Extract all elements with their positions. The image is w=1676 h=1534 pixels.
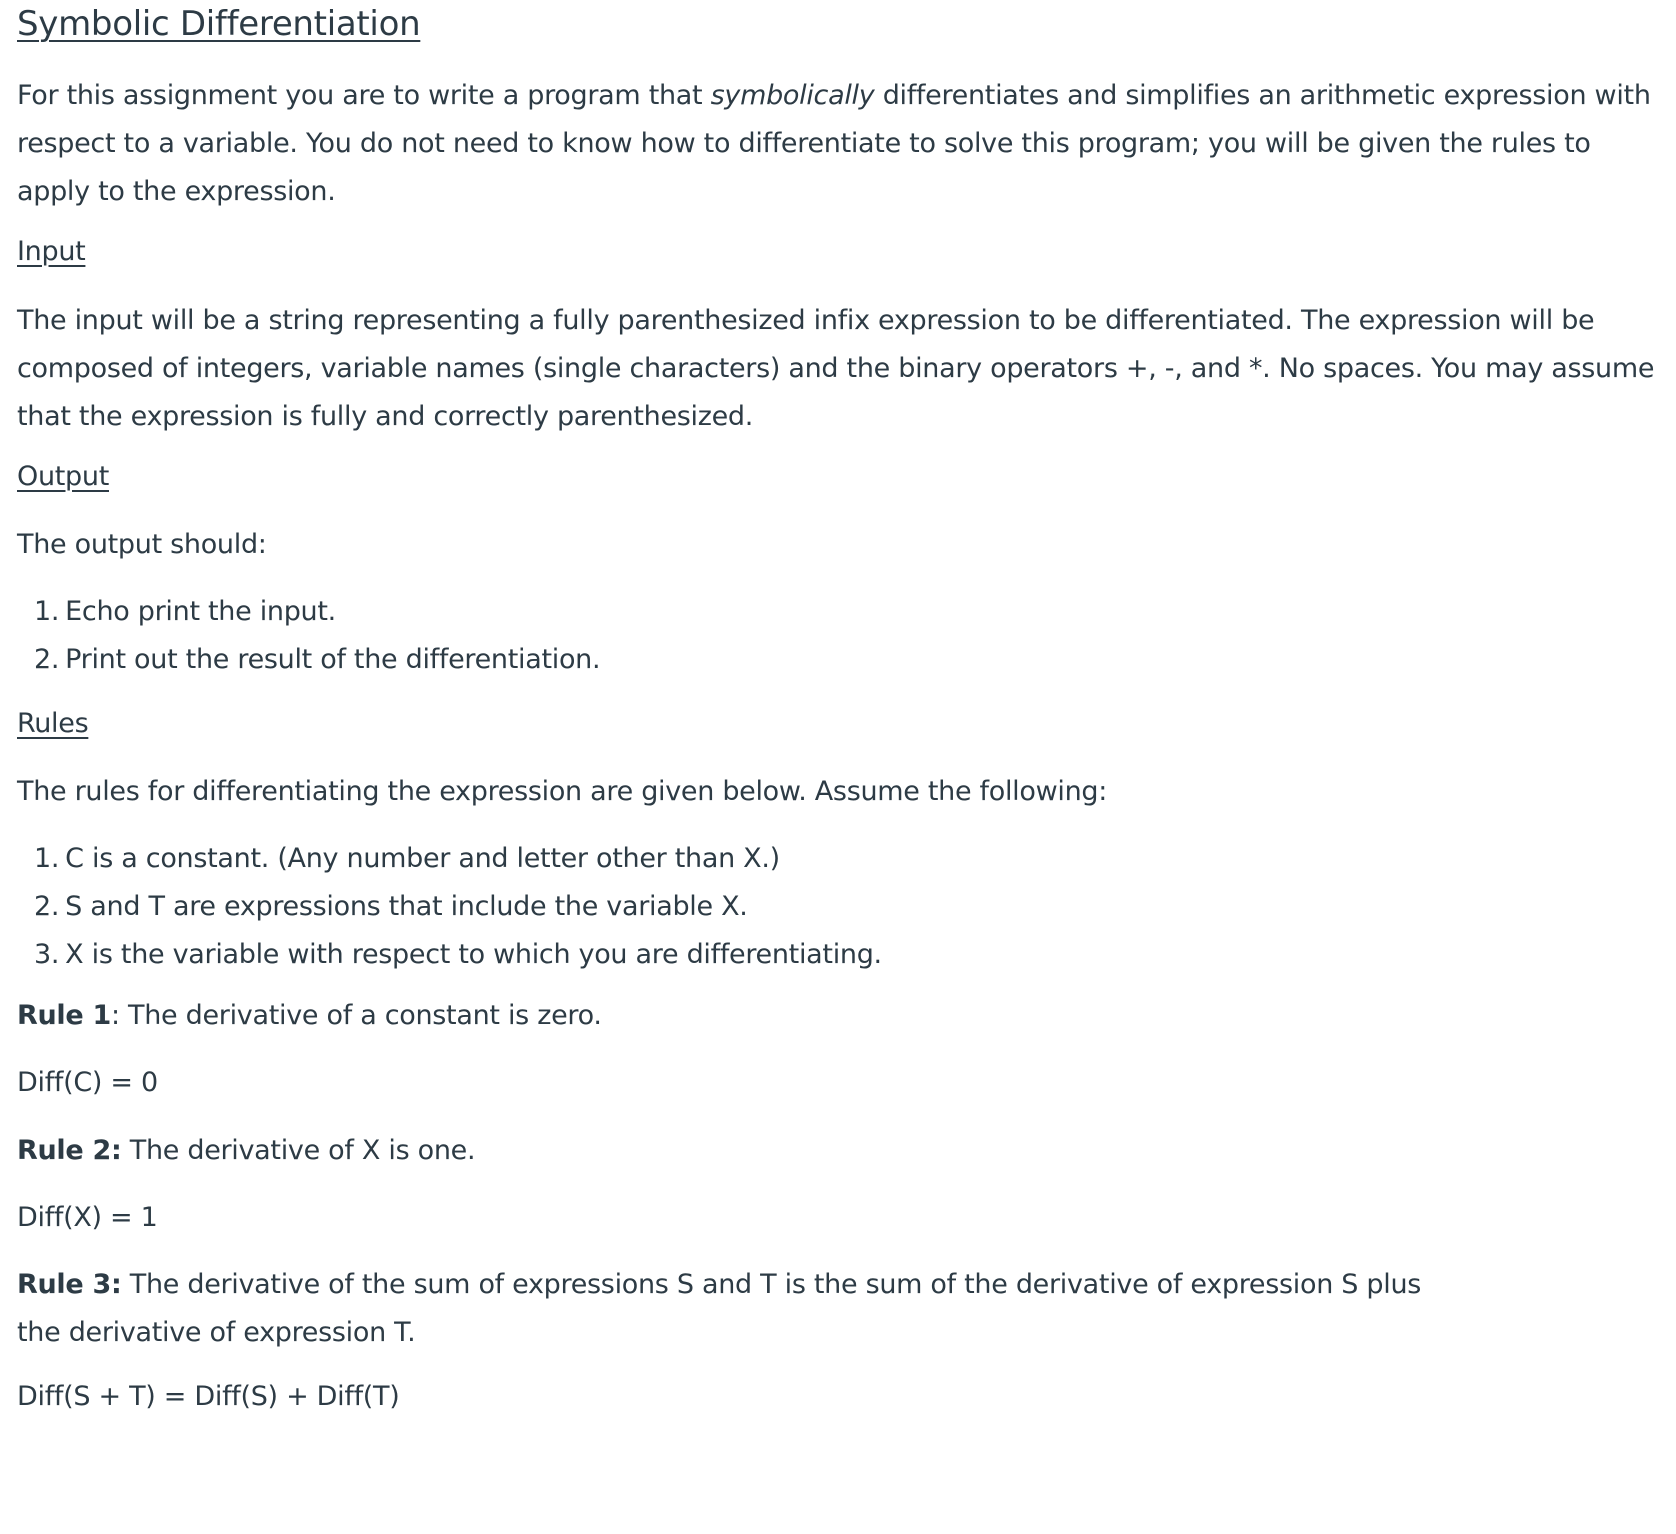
list-item-text: X is the variable with respect to which you are differentiating. xyxy=(65,939,882,970)
list-item xyxy=(17,835,882,883)
rules-assumptions-list xyxy=(17,835,882,979)
input-heading: Input xyxy=(17,236,86,267)
rule-2-formula: Diff(X) = 1 xyxy=(17,1202,158,1233)
rules-heading: Rules xyxy=(17,708,89,739)
list-item-number: 3. xyxy=(34,939,60,970)
list-item xyxy=(17,931,882,979)
rules-paragraph: The rules for differentiating the expression are given below. Assume the following: xyxy=(17,776,1108,807)
rule-1-text: : The derivative of a constant is zero. xyxy=(110,1000,602,1031)
list-item-number: 2. xyxy=(34,644,60,675)
rule-1-formula: Diff(C) = 0 xyxy=(17,1067,158,1098)
list-item xyxy=(17,883,882,931)
intro-text-end: differentiates and simplifies an arithmetic expression with respect to a variable. You do not need to know how to differentiate to solve this program; you will be given the rules to apply to the expression. xyxy=(17,80,1651,207)
list-item-number: 1. xyxy=(34,843,60,874)
intro-emphasis: symbolically xyxy=(710,80,875,111)
rule-1 xyxy=(17,992,1667,1040)
list-item-number: 2. xyxy=(34,891,60,922)
list-item-text: Echo print the input. xyxy=(65,596,336,627)
list-item xyxy=(17,636,600,684)
rule-2-text: The derivative of X is one. xyxy=(121,1135,476,1166)
list-item-number: 1. xyxy=(34,596,60,627)
list-item xyxy=(17,588,600,636)
list-item-text: S and T are expressions that include the variable X. xyxy=(65,891,748,922)
intro-paragraph xyxy=(17,72,1667,216)
rule-2-label: Rule 2: xyxy=(17,1135,122,1166)
rule-2 xyxy=(17,1127,1667,1175)
rule-3-formula: Diff(S + T) = Diff(S) + Diff(T) xyxy=(17,1381,400,1412)
input-paragraph: The input will be a string representing a fully parenthesized infix expression to be differentiated. The expression will be composed of integers, variable names (single characters) and the binary operators +, -, and *. No spaces. You may assume that the expression is fully and correctly parenthesized. xyxy=(17,305,1655,432)
output-list xyxy=(17,588,600,684)
output-paragraph: The output should: xyxy=(17,529,267,560)
rule-3 xyxy=(17,1261,1467,1357)
list-item-text: C is a constant. (Any number and letter other than X.) xyxy=(65,843,780,874)
intro-text-start: For this assignment you are to write a program that xyxy=(17,80,711,111)
list-item-text: Print out the result of the differentiation. xyxy=(65,644,601,675)
output-heading: Output xyxy=(17,461,109,492)
page-title: Symbolic Differentiation xyxy=(17,4,421,44)
rule-1-label: Rule 1 xyxy=(17,1000,111,1031)
rule-3-label: Rule 3: xyxy=(17,1269,122,1300)
rule-3-text: The derivative of the sum of expressions S and T is the sum of the derivative of expression S plus the derivative of expression T. xyxy=(17,1269,1422,1348)
